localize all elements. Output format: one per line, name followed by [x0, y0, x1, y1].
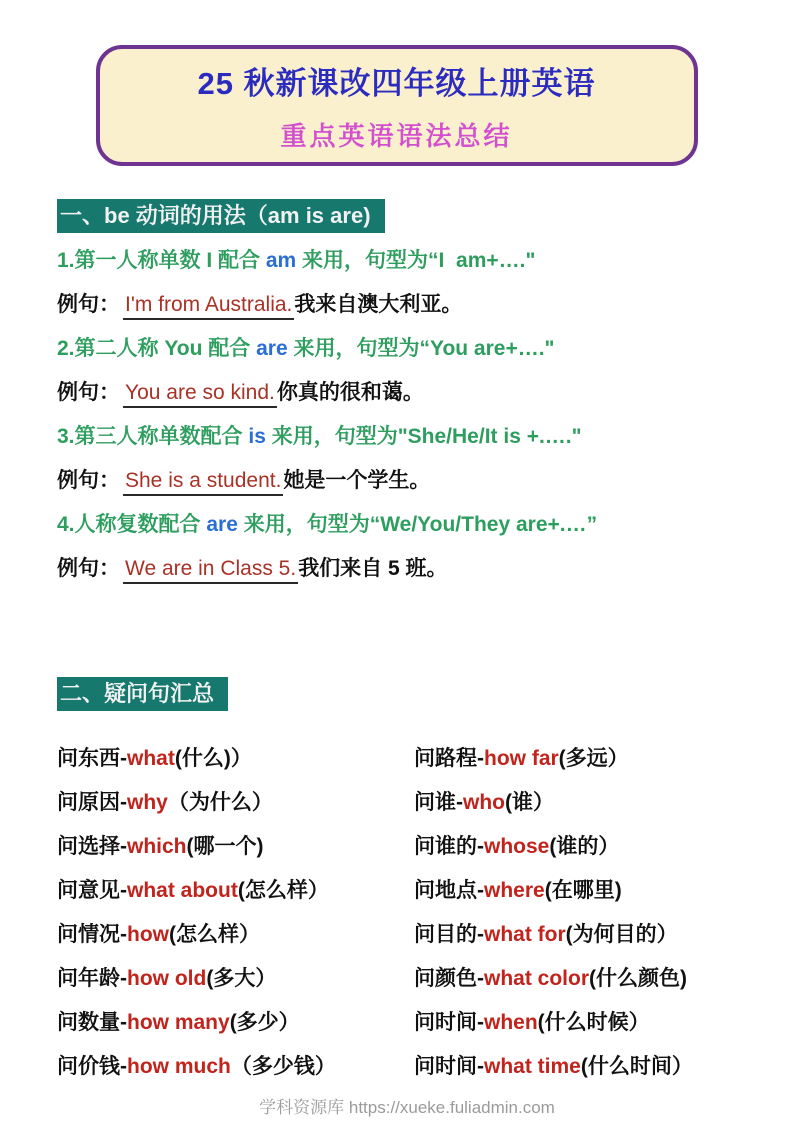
- question-word: whose: [484, 835, 550, 858]
- question-gloss: (在哪里): [544, 879, 622, 902]
- question-gloss: (谁的）: [549, 835, 620, 858]
- question-word: which: [127, 835, 187, 858]
- question-word: how old: [127, 967, 207, 990]
- example-translation: 她是一个学生。: [283, 469, 431, 492]
- question-item: [57, 877, 414, 905]
- question-topic: 问意见-: [57, 879, 127, 902]
- question-word: what about: [127, 879, 238, 902]
- question-topic: 问数量-: [57, 1011, 127, 1034]
- example-sentence: She is a student.: [123, 469, 283, 496]
- rule-line-1: [57, 247, 757, 275]
- question-gloss: (什么颜色): [589, 967, 688, 990]
- rule-text: 4.人称复数配合: [57, 513, 207, 536]
- example-sentence: You are so kind.: [123, 381, 277, 408]
- example-line-3: [57, 467, 757, 495]
- example-sentence: I'm from Australia.: [123, 293, 294, 320]
- example-translation: 我们来自 5 班。: [298, 557, 448, 580]
- rule-text: 来用，句型为“We/You/They are+.…”: [237, 513, 598, 536]
- example-label: 例句：: [57, 557, 120, 580]
- example-line-2: [57, 379, 757, 407]
- question-topic: 问年龄-: [57, 967, 127, 990]
- question-gloss: （为什么）: [167, 791, 273, 814]
- question-gloss: (多大）: [206, 967, 277, 990]
- be-verb: are: [256, 337, 288, 360]
- example-translation: 你真的很和蔼。: [276, 381, 424, 404]
- question-word: what color: [484, 967, 590, 990]
- question-gloss: (多少）: [229, 1011, 300, 1034]
- question-gloss: (怎么样）: [237, 879, 329, 902]
- example-label: 例句：: [57, 381, 120, 404]
- question-gloss: (谁）: [505, 791, 554, 814]
- question-word: who: [463, 791, 505, 814]
- question-gloss: (多远）: [558, 747, 629, 770]
- question-word: why: [127, 791, 168, 814]
- question-topic: 问情况-: [57, 923, 127, 946]
- question-item: [414, 745, 757, 773]
- rule-text: 来用，句型为“I am+….": [296, 249, 536, 272]
- example-line-4: [57, 555, 757, 583]
- rule-line-4: [57, 511, 757, 539]
- question-word: when: [484, 1011, 538, 1034]
- question-item: [57, 1009, 414, 1037]
- example-translation: 我来自澳大利亚。: [294, 293, 463, 316]
- question-word: what: [127, 747, 175, 770]
- question-topic: 问地点-: [414, 879, 484, 902]
- question-item: [57, 745, 414, 773]
- example-line-1: [57, 291, 757, 319]
- question-item: [57, 965, 414, 993]
- footer-watermark: 学科资源库 https://xueke.fuliadmin.com: [259, 1098, 555, 1117]
- example-label: 例句：: [57, 293, 120, 316]
- question-topic: 问时间-: [414, 1055, 484, 1078]
- question-topic: 问原因-: [57, 791, 127, 814]
- question-topic: 问谁-: [414, 791, 463, 814]
- question-topic: 问东西-: [57, 747, 127, 770]
- question-word: how much: [127, 1055, 231, 1078]
- question-item: [414, 921, 757, 949]
- question-topic: 问目的-: [414, 923, 484, 946]
- question-item: [414, 789, 757, 817]
- question-gloss: (什么时间）: [580, 1055, 693, 1078]
- question-word: what time: [484, 1055, 581, 1078]
- example-sentence: We are in Class 5.: [123, 557, 298, 584]
- question-word: how many: [127, 1011, 230, 1034]
- rule-line-2: [57, 335, 757, 363]
- question-gloss: (哪一个): [186, 835, 264, 858]
- question-topic: 问谁的-: [414, 835, 484, 858]
- title-card: [96, 45, 698, 166]
- content-area: [0, 166, 793, 1118]
- question-topic: 问价钱-: [57, 1055, 127, 1078]
- question-gloss: (什么时候）: [537, 1011, 650, 1034]
- question-gloss: (为何目的）: [565, 923, 678, 946]
- question-item: [414, 877, 757, 905]
- question-word: how: [127, 923, 169, 946]
- question-topic: 问颜色-: [414, 967, 484, 990]
- rule-text: 3.第三人称单数配合: [57, 425, 249, 448]
- section-2-heading: 二、疑问句汇总: [57, 677, 228, 711]
- rule-text: 来用，句型为“You are+….": [287, 337, 555, 360]
- be-verb: am: [265, 249, 297, 272]
- rule-text: 来用，句型为"She/He/It is +.….": [265, 425, 582, 448]
- rule-line-3: [57, 423, 757, 451]
- question-word: what for: [484, 923, 566, 946]
- rule-text: 2.第二人称 You 配合: [57, 337, 257, 360]
- question-topic: 问时间-: [414, 1011, 484, 1034]
- question-topic: 问路程-: [414, 747, 484, 770]
- question-word: where: [484, 879, 545, 902]
- question-topic: 问选择-: [57, 835, 127, 858]
- question-item: [57, 789, 414, 817]
- question-word: how far: [484, 747, 559, 770]
- page-subtitle: 重点英语语法总结: [280, 121, 513, 151]
- question-item: [414, 1053, 757, 1081]
- example-label: 例句：: [57, 469, 120, 492]
- be-verb: is: [248, 425, 266, 448]
- rule-text: 1.第一人称单数 I 配合: [57, 249, 266, 272]
- question-item: [57, 833, 414, 861]
- question-gloss: (什么)）: [174, 747, 252, 770]
- question-item: [57, 1053, 414, 1081]
- question-item: [414, 965, 757, 993]
- question-gloss: （多少钱）: [230, 1055, 336, 1078]
- question-gloss: (怎么样）: [169, 923, 260, 946]
- be-verb: are: [206, 513, 238, 536]
- section-1-heading: 一、be 动词的用法（am is are): [57, 199, 385, 233]
- question-item: [414, 833, 757, 861]
- question-words-grid: [57, 745, 757, 1081]
- question-item: [414, 1009, 757, 1037]
- question-item: [57, 921, 414, 949]
- page-title: 25 秋新课改四年级上册英语: [197, 66, 596, 101]
